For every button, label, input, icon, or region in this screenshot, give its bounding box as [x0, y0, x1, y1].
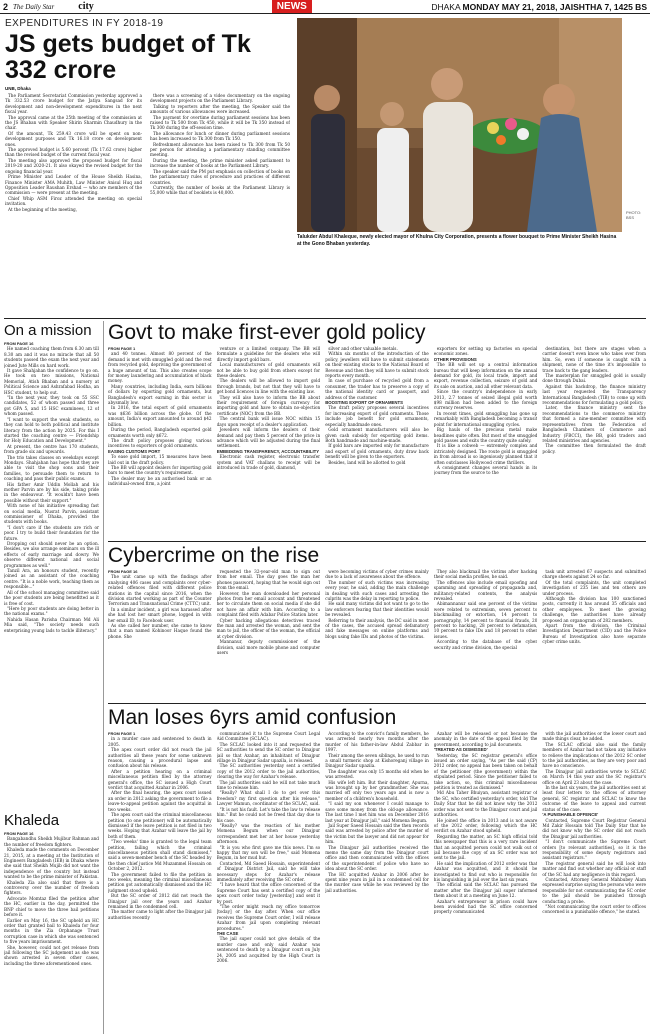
paragraph: Dropping out should never be an option. Besides, we also arrange seminars on the ill effects of early marriage and dowry. We observe different national and social programmes as well." — [4, 541, 99, 568]
paragraph: It gave Shahjahan the confidence to go on. He took on two missions, National Memorial, Atish Bhaban and a nursery at Political Science and Ashrafabad Hodha, an HSC student, to help out. — [4, 368, 99, 395]
confusion-column-4 — [434, 731, 538, 1031]
cyber-column-5 — [542, 569, 646, 700]
column-text: in a murder case and sentenced to death in 2005. The apex court order did not reach the jail authorities all these years for some unknown reason, causing a procedural lapse and confusion about his release. After a petition hearing on a criminal miscellaneous petition filed by the attorney general's office, the SC issued a High Court verdict that acquitted Azahar in 2006. After the final hearing, the apex court issued an order in 2012 asking the government to file a leave-to-appeal petition against the acquittal in two weeks. The apex court said the criminal miscellaneous petition (to one petitioner) will be automatically dismissed if the leave petition is not filed in two weeks. Hoping that Azahar will leave the jail by both of them. "Two weeks' time is granted to the legal team petition, failing which the criminal miscellaneous petition shall stand dismissed," said a seven-member bench of the SC headed by the then chief justice Md Muzammel Hossain on October 2, 2012. The government failed to file the petition in two weeks, meaning the criminal miscellaneous petition got automatically dismissed and the HC judgment stood upheld. But the SC order of 2012 did not reach the Dinajpur jail over the years and Azahar remained in the condemned cell. The matter came to light after the Dinajpur jail authorities recently — [108, 736, 212, 920]
gold-column-5 — [542, 346, 646, 538]
confusion-headline: Man loses 6yrs amid confusion — [108, 706, 397, 729]
section-rule — [4, 318, 646, 319]
column-text: were becoming victims of cyber crimes mainly due to a lack of awareness about the offence. The number of such victims was increasing every year, he said, adding the main challenge in dealing with such cases and arresting the culprits was the delay in reporting to police. He said many victims did not want to go to the law enforcers fearing that their identities would be revealed. Referring to their analysis, the DC said in most of the cases, the accused spread defamatory and fake messages on online platforms and blogs using fake IDs and photos of the victims. — [325, 569, 429, 639]
dateline-day: MONDAY MAY 21, 2018, — [462, 1, 558, 12]
mission-headline: On a mission — [4, 322, 92, 339]
paragraph: The approval came at the 25th meeting of the commission at the JS Bhaban with Speaker Shirin Sharmin Chaudhury in the chair. — [5, 114, 142, 131]
photo-caption: Talukder Abdul Khaleque, newly elected mayor of Khulna City Corporation, presents a flower bouquet to Prime Minister Sheikh Hasina at the Gono Bhaban yesterday. — [297, 234, 617, 247]
paragraph: "I don't care if the students are rich or poor. I try to build their foundation for the future. — [4, 524, 99, 541]
cyber-column-3 — [325, 569, 429, 700]
story-source: FROM PAGE 16 — [4, 831, 34, 836]
mission-column — [4, 341, 99, 811]
confusion-column-2 — [217, 731, 321, 1031]
paragraph: Prime Minister and Leader of the House Sheikh Hasina, Finance Minister AMA Muhith, Law Minister Anisul Huq and Opposition Leader Raushan Ershad — who are members of the commission — were present at the meeting. — [5, 174, 142, 196]
column-text: Azahar will be released or not because the anomaly in the date of the appeal filed by the government, according to jail documents. 'TREATED AS DISMISSED' Yesterday, the SC registrar general's office issued an order saying, "As per the said (CP) 2012 order, no appeal has been taken on behalf of the petitioner (the government) within the stipulated period. Since the petitioner failed to take action, so, this criminal miscellaneous petition is treated as dismissed." Md Abu Taher Bhuiyan, assistant registrar of the SC, who certified yesterday's order, told The Daily Star that he did not know why the 2012 order was not sent to the Dinajpur court and jail authorities. He joined the office in 2013 and is not aware of the 2012 order, following which the HC verdict on Azahar stood upheld. Regarding the matter, an SC high official told this newspaper that this is a very rare incident that an acquitted person could not walk out of jail because the copy of an SC order was not sent to the jail. He said the implication of 2012 order was that Azahar was acquitted, and it should be investigated to find out who is responsible for his languishing in jail over the last six years. The official said the SCLAC has pursued the matter after the Dinajpur jail super informed them about it at a meeting on June 12. Azahar's entrepreneur in prison could have been avoided had the SC office concerned properly communicated — [433, 731, 538, 915]
paragraph: His father Amir Uddin Mollah and his mother Parvin are by his side, taking pride in the endeavour. "It wouldn't have been possible without their support." — [4, 481, 99, 503]
column-text: venture or a limited company. The BB will formulate a guideline for the dealers who will directly import gold bars. Local manufacturers of gold ornaments will not be able to buy gold from others except for these dealers. The dealers will be allowed to import gold through brands, but not that they will have to get bond licences in line with the existing law. They will also have to inform the BB about their requirement of foreign currency for importing gold and have to obtain no-objection certificate (NOC) from the BB. The central bank will issue NOC within 15 days upon receipt of a dealer's application. Jewellers will inform the dealers of their demand and pay them 5 percent of the price in advance which will be adjusted during the final settlement. EMBEDDING TRANSPARENCY, ACCOUNTABILITY Electronic cash register, electronic transfer system and VAT challans to receipt will be introduced in trade of gold, diamond, — [216, 346, 321, 470]
khaleda-column — [4, 831, 99, 1034]
gold-headline: Govt to make first-ever gold policy — [108, 321, 426, 344]
column-text: and 40 tonnes. Almost 80 percent of the demand is met with smuggled gold and the rest from recycled gold, depriving the government of a huge amount of tax. This also creates scope for money laundering and accumulation of black money. Many countries, including India, earn billions of dollars by exporting gold ornaments, but Bangladesh's export earning in this sector is abysmally low. In 2016, the total export of gold ornaments was $636 billion across the globe. Of the amount, India's export amounted to around $42 billion. During the period, Bangladesh exported gold ornaments worth only $672. The draft policy proposes giving various incentives to exporters of gold ornaments. EASING CUSTOMS PORT To ease gold import, 15 measures have been laid out in the draft policy. The BB will appoint dealers for importing gold bars to meet the country's requirement. The dealer may be an authorised bank or an individual-owned firm, a joint — [108, 351, 212, 487]
paragraph: "I want to support the weak students, so they can hold to both political and institute literacy from the action by 2025. For this I started the coaching centre — Friendship for Holy Education and Development." — [4, 416, 99, 444]
section-news-badge: NEWS — [272, 0, 312, 13]
page-header — [0, 0, 650, 14]
paragraph: All of the school managing committee said the poor students are being benefitted as it is free of cost. — [4, 589, 99, 606]
gold-column-4 — [434, 346, 538, 538]
paragraph: He named coaching them from 6.30 am till 8.30 am and it was no miracle that all 50 students passed the exam the next year and joined Jute Mills on hard work. — [4, 346, 99, 368]
masthead: The Daily Star — [13, 2, 55, 11]
budget-column-1 — [5, 93, 142, 315]
paragraph: "Here by poor students are doing better in the national exams." — [4, 605, 99, 617]
dateline-city: DHAKA — [431, 1, 461, 12]
paragraph: With none of his initiative spreading fast on social media, Nusrat Parvin, assistant commissioner of Dhaka, provided the students with books. — [4, 503, 99, 525]
column-text: According to the convict's family members, he was arrested nearly two months after the murder of his father-in-law Abdul Zabbar in 1997. Their among the seven siblings, he used to run a small turmeric shop at Kishoreganj village in Dinajpur Sadar upazila. The daughter was only 15 months old when he was arrested. His wife left him. But their daughter, Apurna, was brought up by her grandmother. She was married off only two years ago and is now a member of a children's household. "I said my son whenever I could manage to save some money from the old-age allowance. The last time I met him was on December 2016 last year at Dinajpur jail," said Momena Begum. Jail Super Saeed Hossain said the then records said was arrested by police after the murder of the victim but the lawyer and did not appear for him. The Dinajpur jail authorities received the memo the same day from the Dinajpur court office and then communicated with the offices of the superintendent of police who have no idea about the SC order. The HC acquitted Azahar in 2006 after he spent nine years in jail in a condemned cell for the murder case while he was reviewed by the jail authorities. — [325, 731, 429, 893]
paragraph: The approved budget is 5.60 percent (Tk 17.62 crore) higher than the revised budget of the current fiscal year. — [5, 147, 142, 158]
cyber-column-4 — [434, 569, 538, 700]
paragraph: Khaleda Zia also said that there is a controversy over the number of freedom fighters. — [4, 879, 99, 896]
paragraph: Refreshment allowance has been raised to Tk 300 from Tk 50 per person for attending a parliamentary standing committee meeting. — [150, 141, 290, 158]
column-text: destination, but there are stages when a carrier doesn't even know who takes over from him. So, even if someone is caught with a shipment, none of the time it's impossible to trace back to the gang leaders. The masterplan for smuggled gold is usually done through Dubai. Against this backdrop, the finance ministry last year requested the Transparency International Bangladesh (TIB) to come up with recommendations for formulating a gold policy. Later, the finance ministry sent the recommendations to the commerce ministry that formed a nine-member committee with representatives from the Federation of Bangladesh Chambers of Commerce and Industry (FBCCI), the BB, gold traders and related ministries and agencies. The committee then formulated the draft policy. — [542, 346, 646, 454]
cyber-column-1 — [108, 569, 212, 700]
section-city: city — [78, 1, 94, 12]
paragraph: Tanzil Ara, an honours student, recently joined as an assistant of the coaching centre. "It is a noble work, teaching them as responsible..." — [4, 568, 99, 590]
paragraph: At the beginning of the meeting, — [8, 206, 78, 212]
paragraph: there was a screening of a video documentary on the ongoing development projects on the Parliament Library. — [150, 93, 290, 104]
news-photo — [297, 18, 622, 232]
column-text: The unit came up with the findings after analysing 406 cases and complaints over cyber-related offences filed with different police stations in the capital since 2016, when the division started working as part of the Counter Terrorism and Transnational Crime (CTTC) unit. In a similar incident, a girl was harassed after she had lost her smart phone, logged in with her email ID, to Facebook user. As she called her number, she came to know that a man named Kohinoor Haque found the phone. She — [108, 574, 212, 639]
paragraph: Bangabandhu Sheikh Mujibur Rahman and the number of freedom fighters. — [4, 836, 99, 847]
paragraph: The speaker said the PM put emphasis on collection of books on the parliamentary rules of procedure and practices of different countries. — [150, 168, 290, 185]
confusion-column-5 — [542, 731, 646, 1031]
gold-column-1 — [108, 346, 212, 538]
paragraph: Of the amount, Tk 259.43 crore will be spent on non-development purposes and Tk 16.18 crore on development ones. — [5, 130, 142, 147]
column-text: with the jail authorities or the lower court and made things clear, he added. The SCLAC official also said the family members of Azahar had not taken any initiative to relieve the implications of the 2012 SC order to the jail authorities, as they are very poor and have no conscience. The Dinajpur jail authorities wrote to SCLAC on March 14 this year and the SC registrar's office on April 23 about the case. In the last six years, the jail authorities sent at least four letters to the offices of attorney general, SC registrar and SCLAC to know the outcome of the leave to appeal and current status of the case. 'A PUNISHABLE OFFENCE' Contacted, Supreme Court Registrar General Md Zakir Hossain told The Daily Star that he did not know why the SC order did not reach the Dinajpur jail authorities. "I don't communicate the Supreme Court orders [to relevant authorities], so it is the responsibility of some deputy registrars and assistant registrars." The registrar general said he will look into matter and find out whether any official or staff of the SC had any negligence in this regard. Contacted, Attorney General Mahbubey Alam expressed surprise saying the persons who were responsible for not communicating the SC order to the jail should be punished through conducting a probe. "Not communicating the court order to offices concerned is a punishable offence," he stated. — [542, 731, 646, 915]
confusion-column-3 — [325, 731, 429, 1031]
column-divider — [103, 321, 104, 1034]
paragraph: Earlier on May 16, the SC upheld an HC order that granted bail to Khaleda for four months in the Zia Orphanage Trust corruption case in which she was sentenced to five years imprisonment. — [4, 917, 99, 945]
paragraph: The allowance for lunch or dinner during parliament sessions has been increased to Tk 300 from Tk 150. — [150, 130, 290, 142]
story-source: FROM PAGE 1 — [108, 346, 136, 351]
column-text: silver and other valuable metals. Within six months of the introduction of the policy, jewellers will have to submit statements on their existing stocks to the National Board of Revenue and then they will have to submit stock reports every month. In case of purchase of recycled gold from a consumer, the trader has to preserve a copy of the national identity card or passport, and address of the customer. BOOSTING EXPORT OF ORNAMENTS The draft policy proposes several incentives for increasing export of gold ornaments. Those include job benefit for gold ornaments, especially handmade ones. Gold ornament manufacturers will also be given cash subsidy for exporting gold items. Both handmade and machine-made. If gold bars are imported only for manufacture and export of gold ornaments, duty draw back benefit will be given to the exporters. Besides, land will be allotted to gold — [325, 346, 429, 465]
column-text: requested the 32-year-old man to sign out from her email. The day goes the man her phones password, hoping that he would sign out from the email. However, the man downloaded her personal photos from her email account and threatened her to circulate them on social media if she did not have an affair with him. According to a complaint filed with Adabar Police Station later. Cyber hacking allegations detectives traced the man and arrested the woman, and sent the man to jail, the officer of the woman, the official at cyber division. Mannanur, deputy commissioner of the division, said more mobile phone and computer users — [216, 569, 321, 656]
paragraph: At present, the centre has 170 students, from grade six and upwards. — [4, 443, 99, 455]
story-source: FROM PAGE 1 — [108, 731, 136, 736]
cyber-headline: Cybercrime on the rise — [108, 544, 320, 567]
paragraph: The payment for overtime during parliament sessions has been raised to Tk 500 from Tk 450, while it will be Tk 350 instead of Tk 300 during the off-session time. — [150, 114, 290, 131]
page-number: 2 — [3, 1, 9, 12]
section-rule — [108, 703, 646, 704]
story-source: FROM PAGE 16 — [108, 569, 138, 574]
paragraph: Nahida Hasan Parisha Chairman Md Ali Mia said, "The society needs such enterprising young lads to tackle illiteracy." — [4, 616, 99, 633]
column-text: exporters for setting up factories on special economic zones. OTHER PROVISIONS The BB will set up a central information bureau that will keep information on the annual demand for gold, its local trade, import and export, revenue collection, seizure of gold and its sale on auction, and all other relevant data. Since the country's independence in early 2013, 2.7 tonnes of seized illegal gold worth $98 million had been added to the foreign currency reserves. In recent times, gold smuggling has gone up remarkably with Bangladesh becoming a transit point for international smuggling cycles. Big hauls of the precious metal make headlines quite often. But most of the smuggled gold passes and exits the country quite safely. It is like a cobweb — extremely complex and intricately designed. The route gold is smuggled in from abroad is so ingeniously planned that it often outclasses Hollywood crime thrillers. A consignment changes several hands in its journey from the source to the — [433, 346, 538, 476]
paragraph: The Parliament Secretariat Commission yesterday approved a Tk 332.53 crore budget for the Jatiya Sangsad for its development and non-development expenditures in the next fiscal year. — [5, 93, 142, 115]
gold-column-2 — [217, 346, 321, 538]
section-rule — [108, 541, 646, 542]
paragraph: The trio takes classes on weekdays except Mondays. Shahjahan has hope that they are able to visit the shop sons and their families, to persuade them to return to coaching and pass their public exams. — [4, 454, 99, 482]
column-text: task unit arrested 67 suspects and submitted charge sheets against 24 so far. Of the total complaints, the unit completed investigation of 235 lies and ten others are under process. Although the division has 100 sanctioned posts, currently it has around 35 officials and other employees. To meet the growing challenge, the authorities have already proposed an organogram of 282 members. Apart from the division, the Criminal Investigation Department (CID) and the Police Bureau of Investigation also have separate cyber crime units. — [542, 569, 646, 645]
story-source: FROM PAGE 16 — [4, 341, 34, 346]
photo-credit: PHOTO: BSS — [626, 210, 642, 220]
photo-illustration — [297, 18, 622, 232]
paragraph: The meeting also approved the proposed budget for fiscal 2019-20 and 2020-21. It also okayed the revised budget for the ongoing financial year. — [5, 157, 142, 174]
paragraph: She, however, could not get release from jail following the SC judgement as she was shown arrested in seven other cases, including the three aforementioned ones. — [4, 944, 99, 966]
paragraph: Chief Whip ASM Firoz attended the meeting on special invitation. — [5, 195, 142, 207]
confusion-column-1 — [108, 731, 212, 1031]
budget-headline: JS gets budget of Tk 332 crore — [5, 30, 251, 84]
paragraph: Currently, the number of books at the Parliament Library is 55,000 while that of booklets is 40,000. — [150, 184, 290, 196]
column-text: communicated it to the Supreme Court Legal Aid Committee (SCLAC). The SCLAC looked into it and requested the SC authorities to send the SC order to Dinajpur jail so that Azahar, an inhabitant of Dinajpur village in Dinajpur Sadar upazila, is released. The SC authorities yesterday sent a certified copy of the 2012 order to the jail authorities, clearing the way for Azahar's release. The jail authorities said he will not take much time to release him. "Really? What shall I do to get over this freedom? my first question after his release," Lawyer Mamun, coordinator of the SCLAC, said. "It is not his fault. Let's take the law to release him." But he could not be freed that day due to his case. "Really? was the reaction of his mother Momena Begum when our Dinajpur correspondent met her at her house yesterday afternoon. "It is you who first gave me this news. I'm so happy that my son will be free," said Momena Begum, in her mud hut. Contacted, Md Saeed Hossain, superintendent of Dinajpur District Jail, said he will take necessary steps for Azahar's release immediately after receiving the SC order. "I have heard that the office concerned of the Supreme Court has sent a certified copy of the apex court order today [yesterday] and sent it by post. "The order might reach my office tomorrow [today] or the day after. When our office receives the Supreme Court order, I will release Azahar from jail upon completing relevant procedures." THE CASE The jail super could not give details of the murder case and only said Azahar was sentenced to death by a Dinajpur court on July 24, 2005 and acquitted by the High Court in 2006. — [216, 731, 321, 964]
dateline — [431, 2, 647, 12]
budget-kicker: EXPENDITURES IN FY 2018-19 — [5, 18, 164, 29]
column-text: They also blackmail the victims after hacking their social media profiles, he said. The offences also include email spoofing and spamming and spreading of propaganda and, militancy-related contents, the analysis revealed. Abimannanur said one percent of the victims were related to extremism, seven percent to blackmailing or extortion, 14 percent to pornography, 14 percent to financial frauds, 20 percent to hacking, 28 percent to defamation, 10 percent to fake IDs and 18 percent to other issues. According to the database of the cyber security and crime division, the special — [433, 569, 538, 650]
budget-column-2 — [150, 93, 290, 315]
paragraph: Advocate Momtaz filed the petition after the HC, earlier in the day, permitted the BNP chief to move the three bail petitions before it. — [4, 895, 99, 918]
gold-column-3 — [325, 346, 429, 538]
paragraph: Talking to reporters after the meeting, the Speaker said the amounts of various allowances were increased. — [150, 103, 290, 115]
budget-byline: UNB, Dhaka — [5, 86, 31, 91]
dateline-bangla: JAISHTHA 7, 1425 BS — [559, 1, 647, 12]
paragraph: Khaleda made the comments on December 21, 2015, at a meeting at the Institution of Engineers Bangladesh (IEB) in Dhaka where she said that Sheikh Mujib did not want the independence of the country but instead wanted to be the prime minister of Pakistan. — [4, 847, 99, 880]
khaleda-headline: Khaleda — [4, 812, 60, 829]
cyber-column-2 — [217, 569, 321, 700]
paragraph: "In the next year, they took on 55 SSC candidates, 52 of whom passed and three got GPA 5, and 15 HSC examinees, 12 of whom passed. — [4, 395, 99, 417]
paragraph: During the meeting, the prime minister asked parliament to increase the number of books at the Parliament Library. — [150, 157, 290, 169]
